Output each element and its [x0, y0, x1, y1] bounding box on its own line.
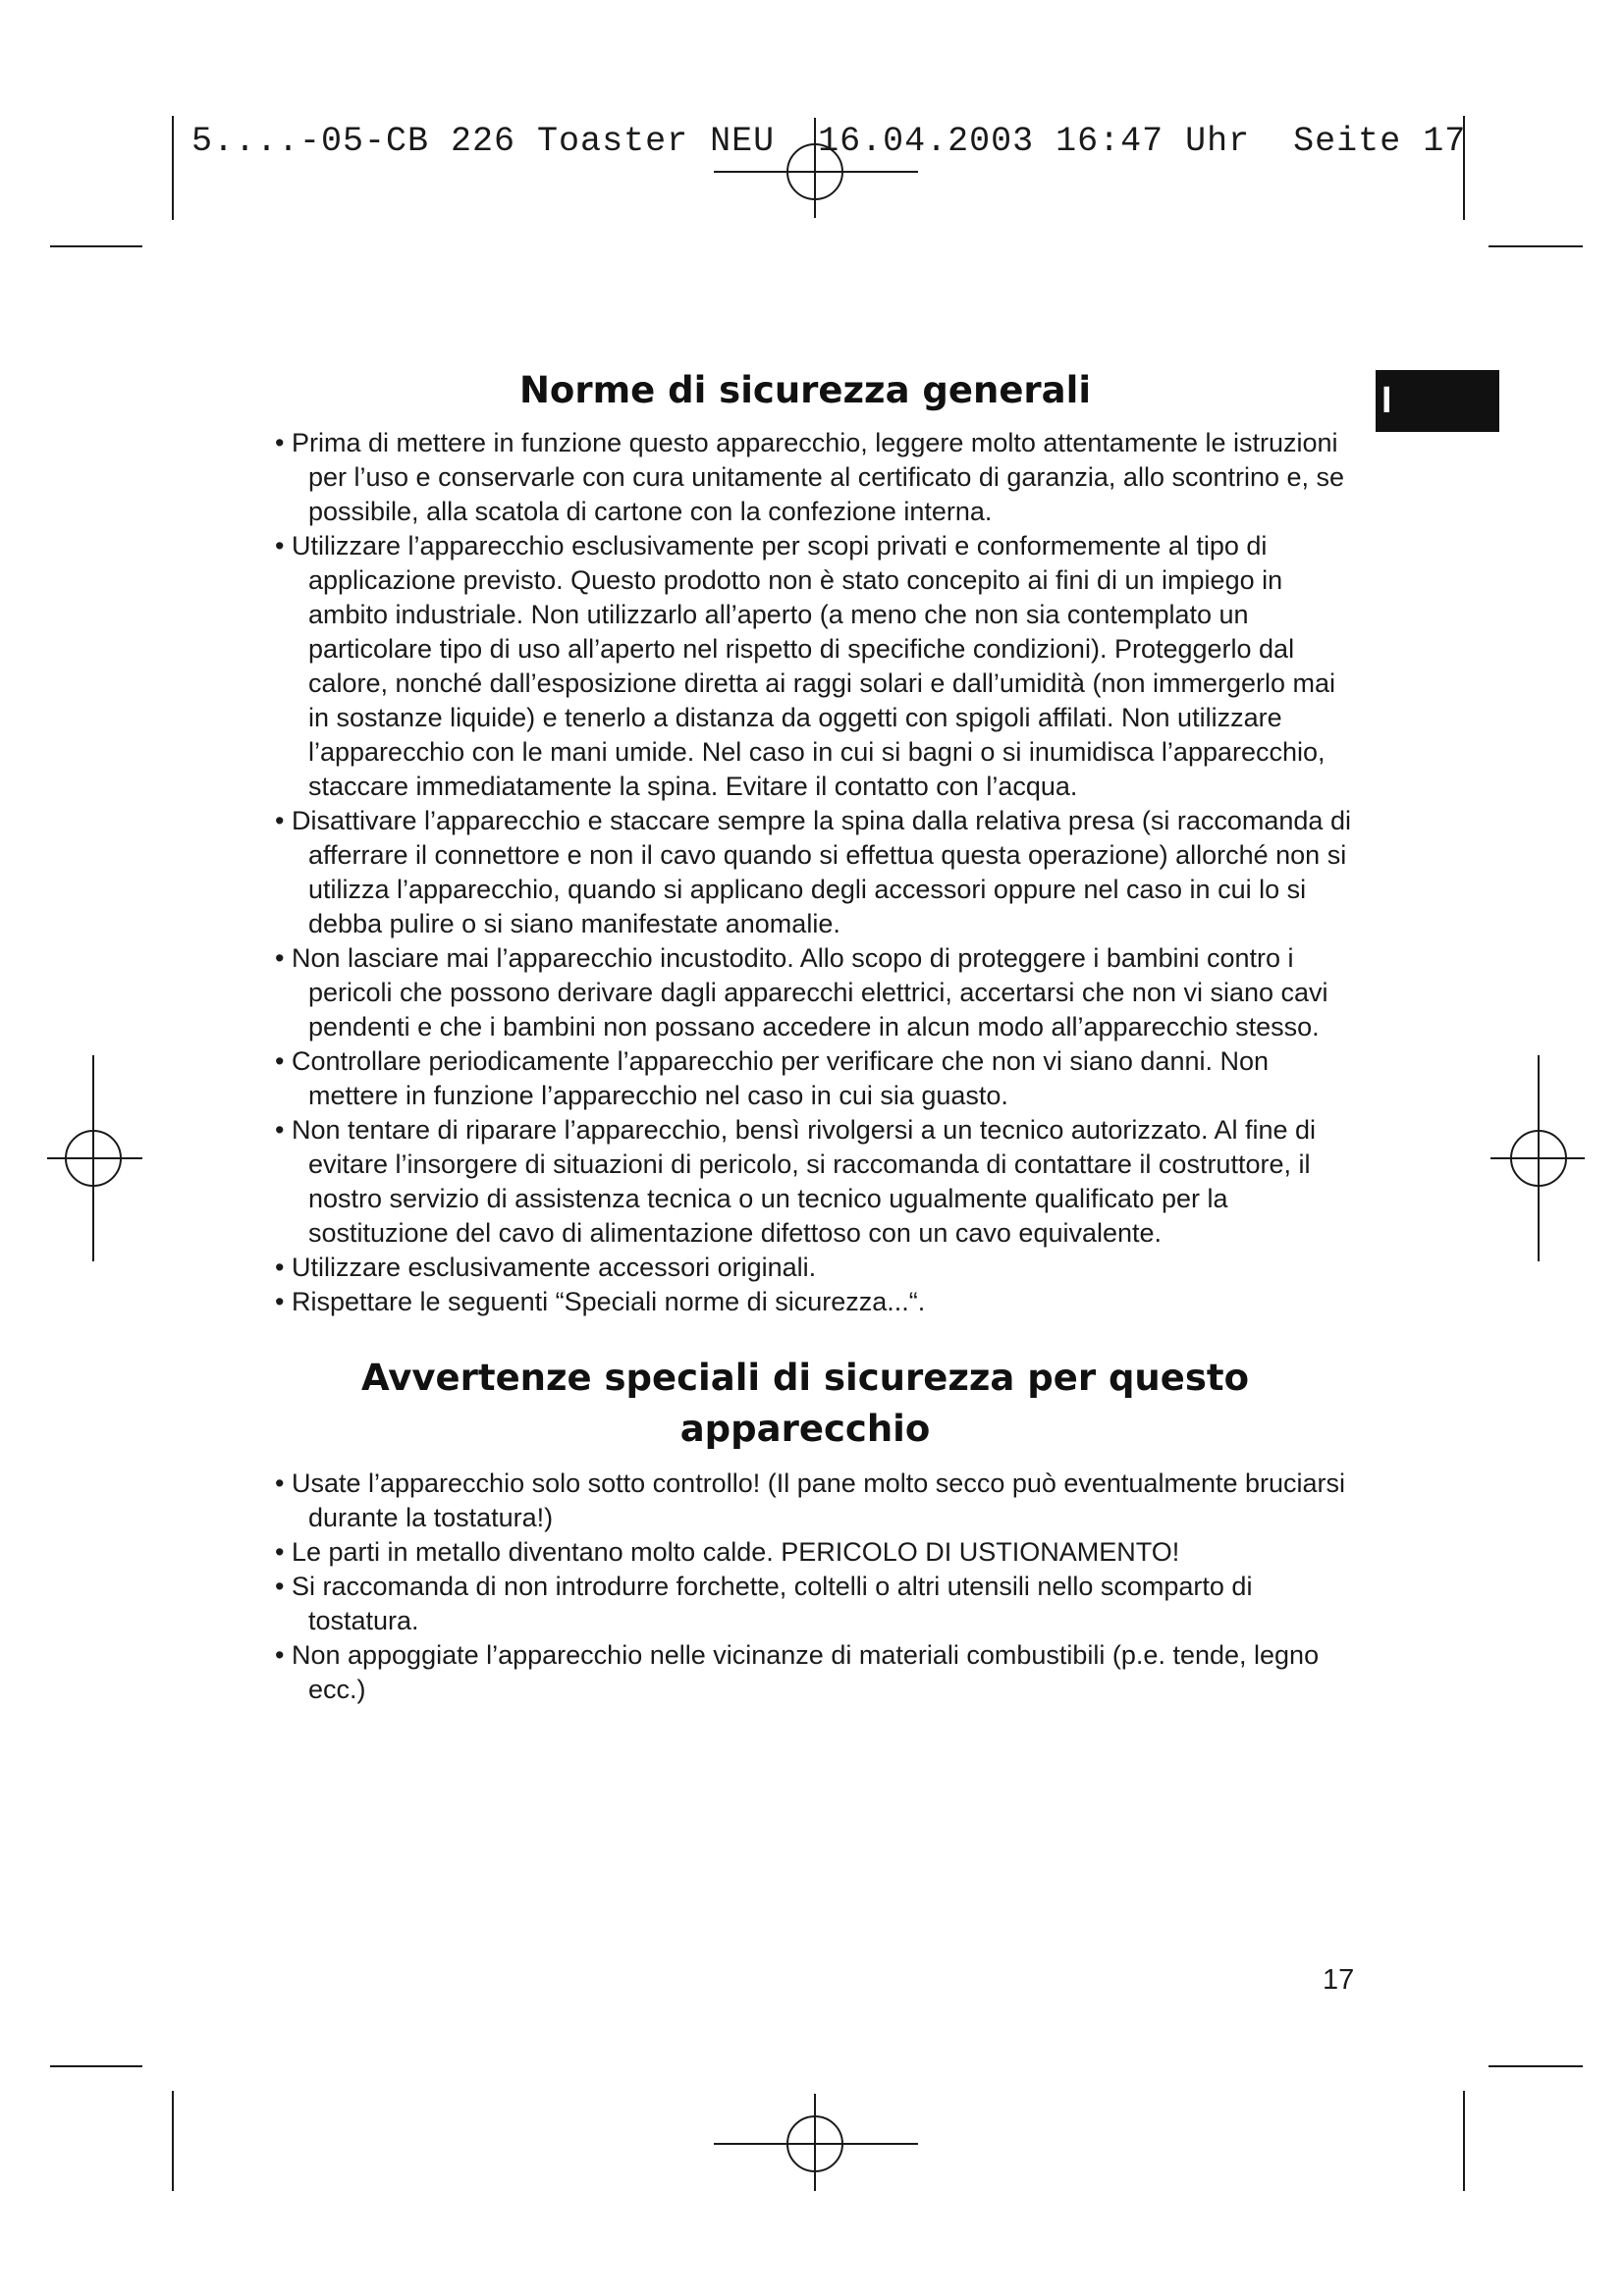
page-content	[255, 365, 1355, 1707]
list-item: • Rispettare le seguenti “Speciali norme di sicurezza...“.	[275, 1287, 926, 1316]
list-item: • Utilizzare l’apparecchio esclusivamente per scopi privati e conformemente al tipo di applicazione previsto. Questo prodotto non è stato concepito ai fini di un impiego in ambito industriale. Non utilizzarlo all’aperto (a meno che non sia contemplato un particolare tipo di uso all’aperto nel rispetto di specifiche condizioni). Proteggerlo dal calore, nonché dall’esposizione diretta ai raggi solari e dall’umidità (non immergerlo mai in sostanze liquide) e tenerlo a distanza da oggetti con spigoli affilati. Non utilizzare l’apparecchio con le mani umide. Nel caso in cui si bagni o si inumidisca l’apparecchio, staccare immediatamente la spina. Evitare il contatto con l’acqua.	[275, 531, 1336, 801]
list-item: • Prima di mettere in funzione questo apparecchio, leggere molto attentamente le istruzioni per l’uso e conservarle con cura unitamente al certificato di garanzia, allo scontrino e, se possibile, alla scatola di cartone con la confezione interna.	[275, 428, 1345, 526]
list-item: • Controllare periodicamente l’apparecchio per verificare che non vi siano danni. Non mettere in funzione l’apparecchio nel caso in cui sia guasto.	[275, 1046, 1270, 1110]
list-item: • Si raccomanda di non introdurre forchette, coltelli o altri utensili nello scomparto di tostatura.	[275, 1572, 1253, 1635]
list-item: • Non appoggiate l’apparecchio nelle vicinanze di materiali combustibili (p.e. tende, legno ecc.)	[275, 1640, 1320, 1704]
list-item: • Non tentare di riparare l’apparecchio, bensì rivolgersi a un tecnico autorizzato. Al fine di evitare l’insorgere di situazioni di pericolo, si raccomanda di contattare il costruttore, il nostro servizio di assistenza tecnica o un tecnico ugualmente qualificato per la sostituzione del cavo di alimentazione difettoso con un cavo equivalente.	[275, 1115, 1317, 1248]
section-title-general-safety: Norme di sicurezza generali	[518, 369, 1092, 411]
list-item: • Disattivare l’apparecchio e staccare sempre la spina dalla relativa presa (si raccomanda di afferrare il connettore e non il cavo quando si effettua questa operazione) allorché non si utilizza l’apparecchio, quando si applicano degli accessori oppure nel caso in cui lo si debba pulire o si siano manifestate anomalie.	[275, 806, 1351, 938]
list-item: • Utilizzare esclusivamente accessori originali.	[275, 1253, 817, 1282]
page-number: 17	[1323, 1964, 1355, 1996]
section-title-special-warnings: Avvertenze speciali di sicurezza per questo apparecchio	[360, 1357, 1249, 1450]
general-safety-list	[255, 426, 1355, 1319]
list-item: • Usate l’apparecchio solo sotto controllo! (Il pane molto secco può eventualmente bruciarsi durante la tostatura!)	[275, 1468, 1346, 1532]
special-warnings-list	[255, 1467, 1355, 1707]
print-slug-header: 5....-05-CB 226 Toaster NEU 16.04.2003 16:47 Uhr Seite 17	[191, 122, 1467, 161]
language-tab: I	[1376, 370, 1499, 432]
list-item: • Non lasciare mai l’apparecchio incustodito. Allo scopo di proteggere i bambini contro i pericoli che possono derivare dagli apparecchi elettrici, accertarsi che non vi siano cavi pendenti e che i bambini non possano accedere in alcun modo all’apparecchio stesso.	[275, 943, 1328, 1041]
list-item: • Le parti in metallo diventano molto calde. PERICOLO DI USTIONAMENTO!	[275, 1537, 1180, 1567]
